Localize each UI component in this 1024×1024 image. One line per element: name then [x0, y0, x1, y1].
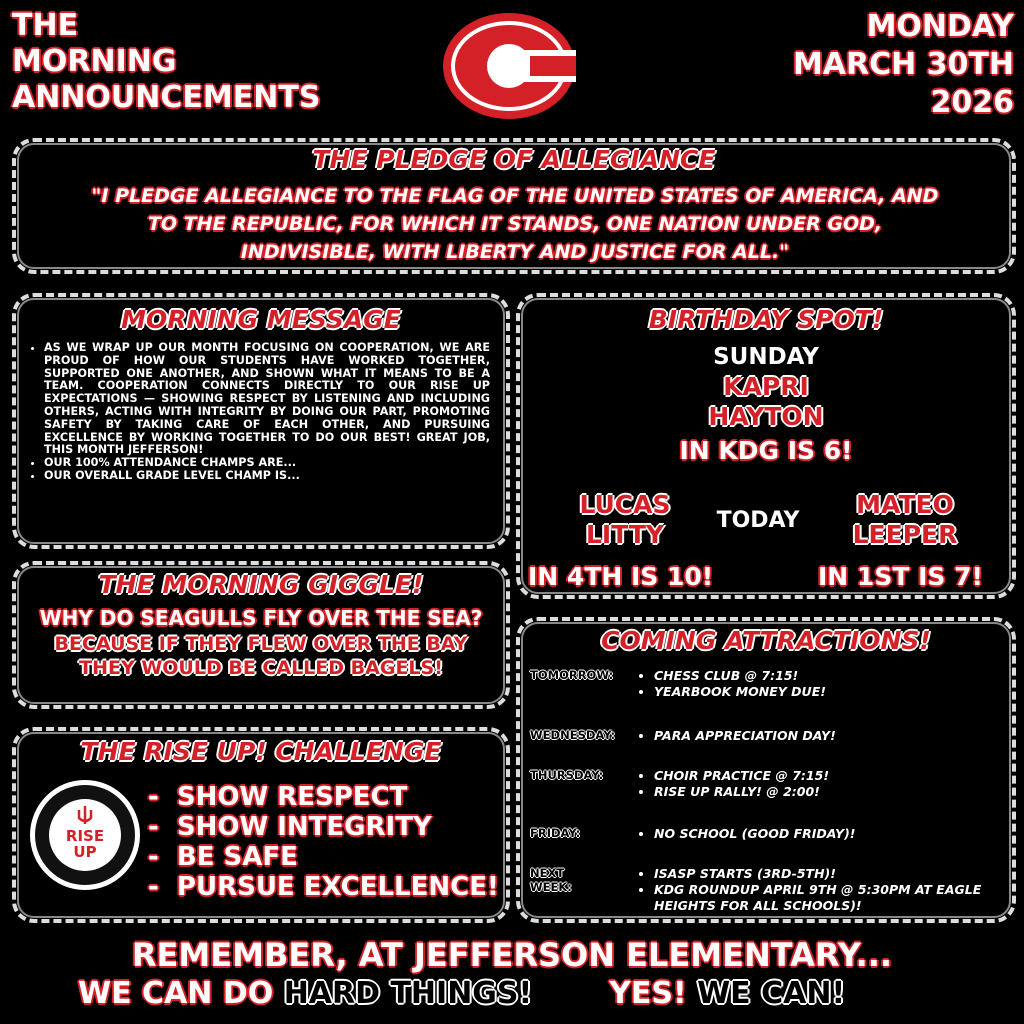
- title-line-2: MORNING: [12, 44, 177, 79]
- date-block: [793, 8, 1014, 122]
- birthday-sunday-label: SUNDAY: [713, 344, 819, 370]
- attraction-day: THURSDAY:: [530, 768, 604, 782]
- birthday-sunday-first: KAPRI: [723, 372, 809, 401]
- message-bullet-1: • AS WE WRAP UP OUR MONTH FOCUSING ON COOPERATION, WE ARE PROUD OF HOW OUR STUDENTS HAVE WORKED TOGETHER, SUPPORTED ONE ANOTHER, AND SHOWN WHAT IT MEANS TO BE A TEAM. COOPERATION CONNECTS DIRECTLY TO OUR RISE UP EXPECTATIONS — SHOWING RESPECT BY LISTENING AND INCLUDING OTHERS, ACTING WITH INTEGRITY BY DOING OUR PART, PROMOTING SAFETY BY TAKING CARE OF EACH OTHER, AND PURSUING EXCELLENCE BY WORKING TOGETHER TO DO OUR BEST! GREAT JOB, THIS MONTH JEFFERSON!: [44, 342, 490, 457]
- challenge-item-excellence: - PURSUE EXCELLENCE!: [148, 872, 499, 902]
- giggle-heading: THE MORNING GIGGLE!: [98, 570, 424, 599]
- date-year: 2026: [930, 85, 1014, 120]
- footer-we-can: WE CAN!: [697, 976, 846, 1011]
- pledge-line-3: INDIVISIBLE, WITH LIBERTY AND JUSTICE FOR ALL.": [240, 241, 790, 263]
- giggle-answer-line-1: BECAUSE IF THEY FLEW OVER THE BAY: [54, 633, 468, 655]
- morning-message-body: [30, 342, 490, 483]
- challenge-item-safe: - BE SAFE: [148, 842, 298, 872]
- footer-hard-things: HARD THINGS!: [283, 976, 533, 1011]
- footer-we-can-do: WE CAN DO: [78, 976, 274, 1011]
- footer-line-1: REMEMBER, AT JEFFERSON ELEMENTARY...: [131, 936, 893, 974]
- birthday-today-label: TODAY: [716, 508, 800, 533]
- attraction-day: NEXT WEEK:: [530, 866, 572, 894]
- birthday-heading: BIRTHDAY SPOT!: [648, 305, 884, 334]
- announcements-title: [12, 8, 320, 116]
- attraction-day: WEDNESDAY:: [530, 728, 616, 742]
- school-logo: [442, 12, 576, 120]
- pledge-line-2: TO THE REPUBLIC, FOR WHICH IT STANDS, ONE NATION UNDER GOD,: [147, 213, 883, 235]
- birthday-right-first: MATEO: [856, 490, 954, 519]
- footer-yes: YES!: [609, 976, 687, 1011]
- title-line-3: ANNOUNCEMENTS: [12, 80, 321, 115]
- attraction-item: • NO SCHOOL (GOOD FRIDAY)!: [654, 826, 984, 842]
- attraction-item: • KDG ROUNDUP APRIL 9TH @ 5:30PM AT EAGLE HEIGHTS FOR ALL SCHOOLS)!: [654, 882, 984, 914]
- birthday-right-last: LEEPER: [852, 520, 958, 549]
- message-bullet-2: • OUR 100% ATTENDANCE CHAMPS ARE...: [44, 457, 490, 470]
- attraction-item: • ISASP STARTS (3RD-5TH)!: [654, 866, 984, 882]
- date-month-day: MARCH 30TH: [792, 47, 1014, 82]
- pledge-text: [20, 182, 1010, 266]
- birthday-left-last: LITTY: [585, 520, 664, 549]
- attraction-item: • CHOIR PRACTICE @ 7:15!: [654, 768, 984, 784]
- date-weekday: MONDAY: [866, 9, 1014, 44]
- birthday-left-note: IN 4TH IS 10!: [528, 562, 714, 591]
- morning-message-heading: MORNING MESSAGE: [121, 305, 401, 334]
- challenge-heading: THE RISE UP! CHALLENGE: [80, 737, 442, 766]
- footer-line-2: [78, 976, 845, 1011]
- birthday-sunday-last: HAYTON: [708, 402, 824, 431]
- birthday-left-first: LUCAS: [579, 490, 671, 519]
- message-bullet-3: • OUR OVERALL GRADE LEVEL CHAMP IS...: [44, 470, 490, 483]
- attraction-day: FRIDAY:: [530, 826, 581, 840]
- attractions-heading: COMING ATTRACTIONS!: [601, 626, 931, 655]
- giggle-answer-line-2: THEY WOULD BE CALLED BAGELS!: [79, 657, 443, 679]
- attraction-item: • YEARBOOK MONEY DUE!: [654, 684, 984, 700]
- giggle-answer: [12, 632, 510, 680]
- challenge-item-respect: - SHOW RESPECT: [148, 782, 408, 812]
- challenge-item-integrity: - SHOW INTEGRITY: [148, 812, 432, 842]
- birthday-right-note: IN 1ST IS 7!: [818, 562, 983, 591]
- attraction-day: TOMORROW:: [530, 668, 614, 682]
- attraction-item: • RISE UP RALLY! @ 2:00!: [654, 784, 984, 800]
- birthday-sunday-note: IN KDG IS 6!: [679, 436, 853, 465]
- challenge-list: [148, 782, 499, 902]
- giggle-question: WHY DO SEAGULLS FLY OVER THE SEA?: [39, 606, 483, 630]
- pledge-line-1: "I PLEDGE ALLEGIANCE TO THE FLAG OF THE UNITED STATES OF AMERICA, AND: [91, 185, 939, 207]
- attraction-item: • CHESS CLUB @ 7:15!: [654, 668, 984, 684]
- attraction-item: • PARA APPRECIATION DAY!: [654, 728, 984, 744]
- rise-up-badge: [28, 778, 142, 892]
- badge-label: RISE UP: [65, 827, 105, 861]
- title-line-1: THE: [12, 8, 79, 43]
- pledge-heading: THE PLEDGE OF ALLEGIANCE: [312, 145, 716, 174]
